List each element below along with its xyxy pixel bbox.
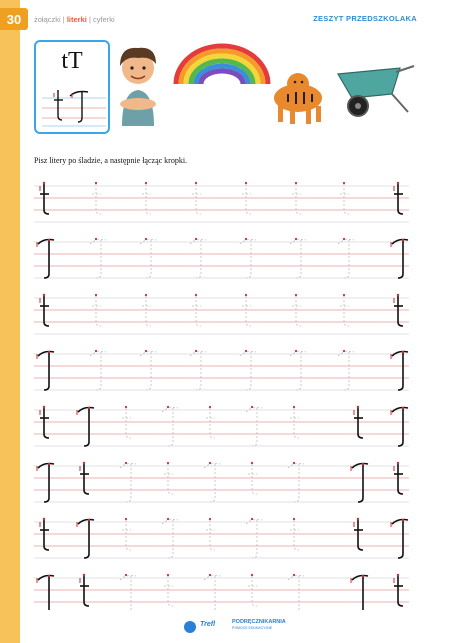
tracing-row [34,574,409,610]
start-dot [125,462,127,464]
dotted-letter [190,352,206,391]
row-pair-letter [351,575,368,610]
row-pair-letter [351,463,368,502]
dotted-letter [140,240,156,279]
dotted-letter [338,352,354,391]
row-pair-letter [77,407,94,446]
dotted-letter [142,296,151,326]
footer-logo [180,620,200,634]
start-dot [145,182,147,184]
dotted-letter [92,296,101,326]
footer-brand: Trefl [200,621,216,628]
start-dot [209,518,211,520]
row-start-letter [37,239,54,278]
start-dot [343,294,345,296]
start-dot [95,182,97,184]
dotted-letter [290,240,306,279]
start-dot [251,518,253,520]
dotted-letter [248,464,257,494]
page-number: 30 [0,8,28,30]
card-lines [42,86,106,130]
start-dot [251,462,253,464]
dotted-letter [246,408,262,447]
start-dot [95,350,97,352]
start-dot [245,294,247,296]
dotted-letter [292,184,301,214]
instruction: Pisz litery po śladzie, a następnie łącząc kropki. [34,156,188,165]
dotted-letter [122,520,131,550]
dotted-letter [242,296,251,326]
dotted-letter [192,184,201,214]
dotted-letter [242,184,251,214]
start-dot [245,238,247,240]
letter-card [34,40,110,134]
start-dot [145,294,147,296]
dotted-letter [204,464,220,503]
start-dot [145,238,147,240]
dotted-letter [290,408,299,438]
dotted-letter [90,352,106,391]
dotted-letter [288,464,304,503]
start-dot [293,406,295,408]
tracing-row [34,350,409,390]
start-dot [251,574,253,576]
start-dot [167,406,169,408]
start-dot [251,406,253,408]
start-dot [343,182,345,184]
tracing-row [34,182,409,222]
dotted-letter [140,352,156,391]
start-dot [245,350,247,352]
dotted-letter [142,184,151,214]
dotted-letter [162,520,178,559]
dotted-letter [92,184,101,214]
footer-sub-brand: PODRĘCZNIKARNIA [232,619,286,625]
dotted-letter [190,240,206,279]
pictures [112,36,422,136]
dotted-letter [192,296,201,326]
dotted-letter [246,520,262,559]
dotted-letter [90,240,106,279]
dotted-letter [162,408,178,447]
start-dot [95,238,97,240]
dotted-letter [164,576,173,606]
dotted-letter [338,240,354,279]
tracing-row [34,518,409,558]
start-dot [295,238,297,240]
dotted-letter [120,464,136,503]
dotted-letter [240,352,256,391]
start-dot [125,518,127,520]
row-end-letter [391,351,408,390]
breadcrumb-item-active: literki [66,15,87,24]
dotted-letter [288,576,304,611]
breadcrumb-item: żołączki [34,15,61,24]
start-dot [145,350,147,352]
card-letters: tT [61,48,83,74]
start-dot [209,406,211,408]
row-start-letter [37,575,54,610]
card-t-glyph [54,90,63,120]
start-dot [295,350,297,352]
start-dot [295,182,297,184]
start-dot [167,518,169,520]
start-dot [95,294,97,296]
start-dot [195,350,197,352]
start-dot [167,462,169,464]
row-start-letter [37,463,54,502]
dotted-letter [292,296,301,326]
row-end-letter [391,239,408,278]
dotted-letter [290,520,299,550]
side-strip [0,0,20,643]
wheelbarrow-icon [338,66,414,116]
tracing-row [34,294,409,334]
dotted-letter [248,576,257,606]
footer-tagline: POMOCE EDUKACYJNE [232,626,273,630]
dotted-letter [122,408,131,438]
start-dot [125,574,127,576]
dotted-letter [290,352,306,391]
dotted-letter [206,520,215,550]
start-dot [343,350,345,352]
dotted-letter [204,576,220,611]
start-dot [209,574,211,576]
header-title: ZESZYT PRZEDSZKOLAKA [313,14,417,23]
boy-icon [120,48,156,126]
dotted-letter [340,184,349,214]
card-T-glyph [70,92,88,123]
breadcrumb [34,15,115,24]
start-dot [125,406,127,408]
start-dot [343,238,345,240]
breadcrumb-separator: | [88,15,91,24]
dotted-letter [164,464,173,494]
row-pair-letter [77,519,94,558]
row-start-letter [37,351,54,390]
start-dot [295,294,297,296]
start-dot [195,238,197,240]
tracing-row [34,406,409,446]
start-dot [293,462,295,464]
tiger-icon [274,73,322,124]
dotted-letter [240,240,256,279]
rainbow-icon [176,46,268,84]
tracing-row [34,238,409,278]
start-dot [195,294,197,296]
row-end-letter [391,407,408,446]
start-dot [209,462,211,464]
dotted-letter [120,576,136,611]
start-dot [167,574,169,576]
tracing-rows [34,180,414,610]
dotted-letter [340,296,349,326]
start-dot [245,182,247,184]
dotted-letter [206,408,215,438]
row-end-letter [391,519,408,558]
start-dot [195,182,197,184]
start-dot [293,574,295,576]
start-dot [293,518,295,520]
tracing-row [34,462,409,502]
breadcrumb-separator: | [62,15,65,24]
breadcrumb-item: cyferki [92,15,115,24]
